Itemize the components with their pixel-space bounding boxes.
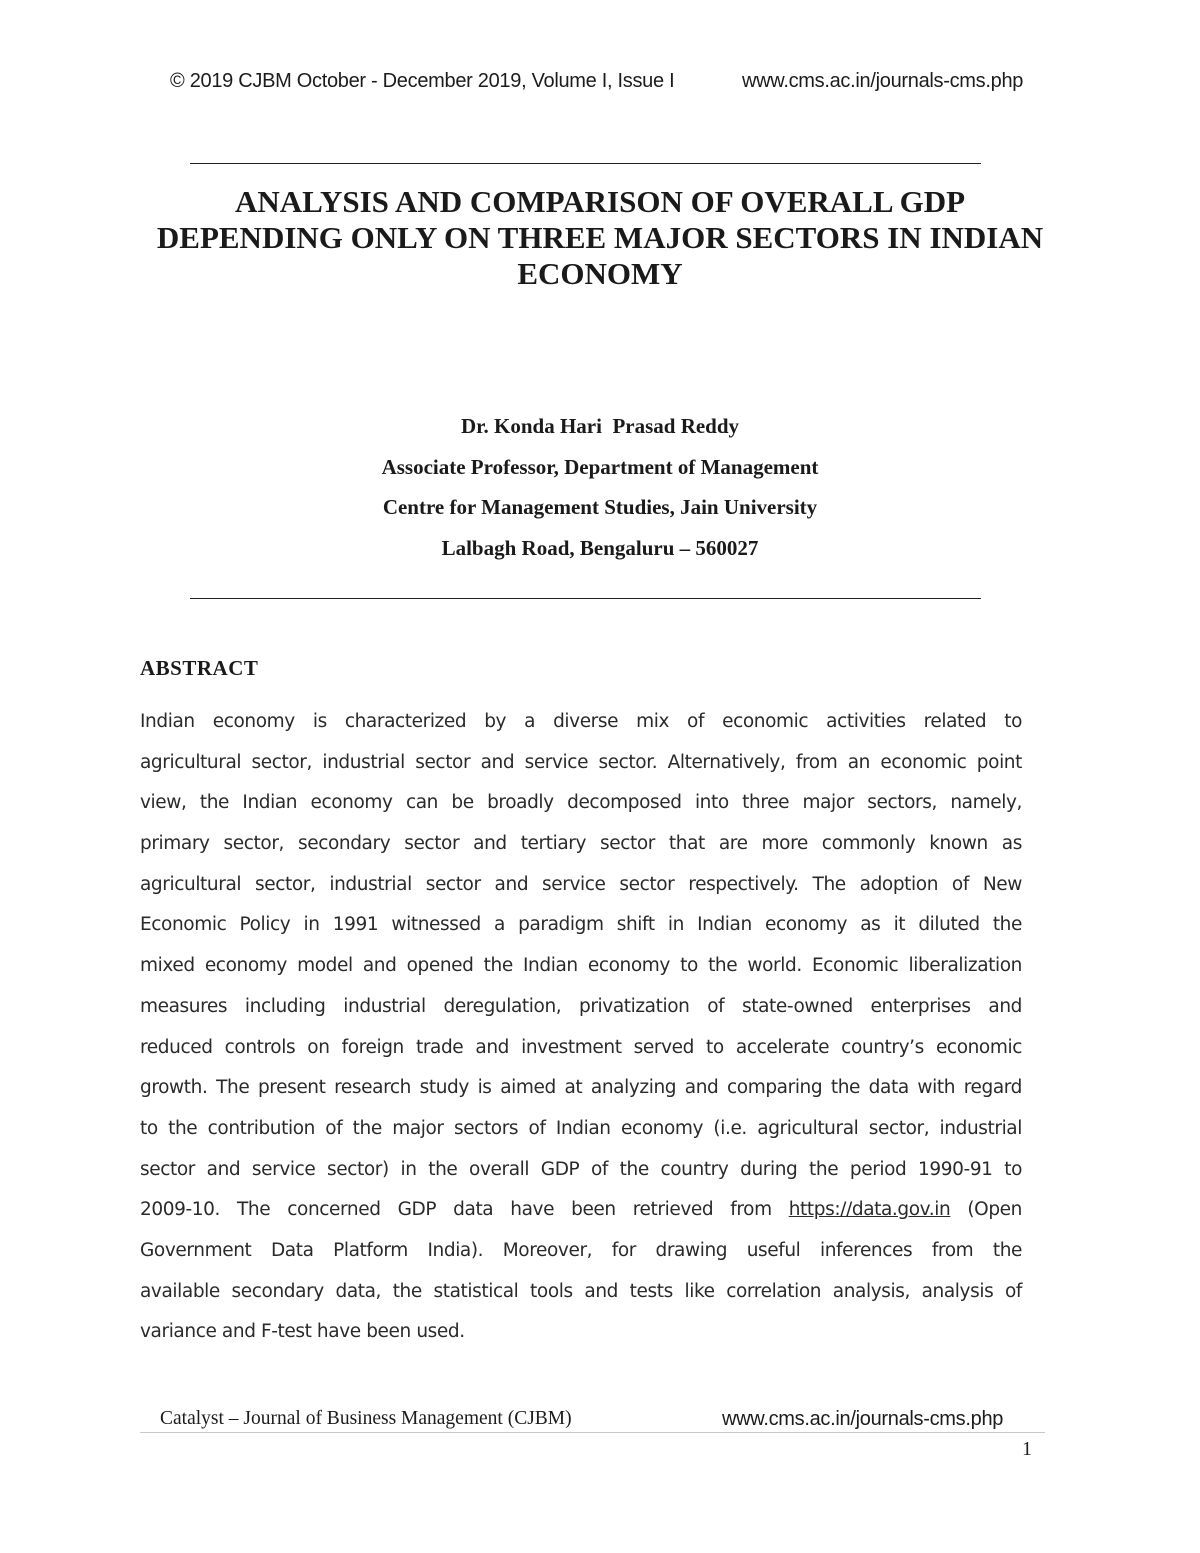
abstract-line: sector and service sector) in the overall GDP of the country during the period 1990-91 to — [140, 1158, 1022, 1180]
abstract-line: measures including industrial deregulation, privatization of state-owned enterprises and — [140, 995, 1022, 1017]
abstract-line: available secondary data, the statistical tools and tests like correlation analysis, analysis of — [140, 1280, 1022, 1302]
author-block — [100, 412, 1100, 574]
link-line-after: (Open — [950, 1199, 1022, 1221]
abstract-line: Government Data Platform India). Moreover, for drawing useful inferences from the — [140, 1239, 1022, 1261]
abstract-body — [140, 702, 1022, 1353]
title-line: ECONOMY — [517, 256, 683, 291]
author-address: Lalbagh Road, Bengaluru – 560027 — [441, 535, 759, 560]
page-number: 1 — [1022, 1438, 1032, 1460]
abstract-line: reduced controls on foreign trade and investment served to accelerate country’s economic — [140, 1036, 1022, 1058]
abstract-line: mixed economy model and opened the Indian economy to the world. Economic liberalization — [140, 955, 1022, 977]
footer-website: www.cms.ac.in/journals-cms.php — [722, 1408, 1004, 1430]
author-name: Dr. Konda Hari Prasad Reddy — [460, 414, 740, 438]
abstract-line: agricultural sector, industrial sector and service sector respectively. The adoption of New — [140, 873, 1022, 895]
footer-divider — [140, 1432, 1045, 1433]
abstract-link-line — [140, 1190, 1022, 1231]
abstract-line: Indian economy is characterized by a diverse mix of economic activities related to — [140, 711, 1022, 732]
paper-title — [100, 184, 1100, 292]
abstract-heading: ABSTRACT — [140, 656, 259, 680]
title-line: ANALYSIS AND COMPARISON OF OVERALL GDP — [234, 184, 966, 219]
abstract-line: agricultural sector, industrial sector and service sector. Alternatively, from an economic point — [140, 751, 1022, 773]
author-designation: Associate Professor, Department of Management — [381, 454, 819, 479]
abstract-line: to the contribution of the major sectors of Indian economy (i.e. agricultural sector, industrial — [140, 1117, 1022, 1139]
author-institution: Centre for Management Studies, Jain University — [382, 495, 818, 519]
abstract-line: growth. The present research study is aimed at analyzing and comparing the data with regard — [140, 1077, 1022, 1099]
data-gov-link[interactable]: https://data.gov.in — [788, 1199, 951, 1221]
header-website: www.cms.ac.in/journals-cms.php — [742, 70, 1024, 92]
top-divider — [190, 163, 981, 164]
abstract-last-line: variance and F-test have been used. — [140, 1321, 465, 1343]
abstract-line: Economic Policy in 1991 witnessed a paradigm shift in Indian economy as it diluted the — [140, 914, 1022, 936]
abstract-line: view, the Indian economy can be broadly decomposed into three major sectors, namely, — [140, 792, 1022, 814]
title-line: DEPENDING ONLY ON THREE MAJOR SECTORS IN INDIAN — [156, 220, 1044, 255]
abstract-line: primary sector, secondary sector and tertiary sector that are more commonly known as — [140, 833, 1022, 855]
footer-journal-name: Catalyst – Journal of Business Management (CJBM) — [160, 1408, 572, 1429]
link-line-before: 2009-10. The concerned GDP data have been retrieved from — [140, 1199, 789, 1221]
header-journal-issue: © 2019 CJBM October - December 2019, Volume I, Issue I — [170, 70, 675, 92]
author-divider — [190, 598, 981, 599]
